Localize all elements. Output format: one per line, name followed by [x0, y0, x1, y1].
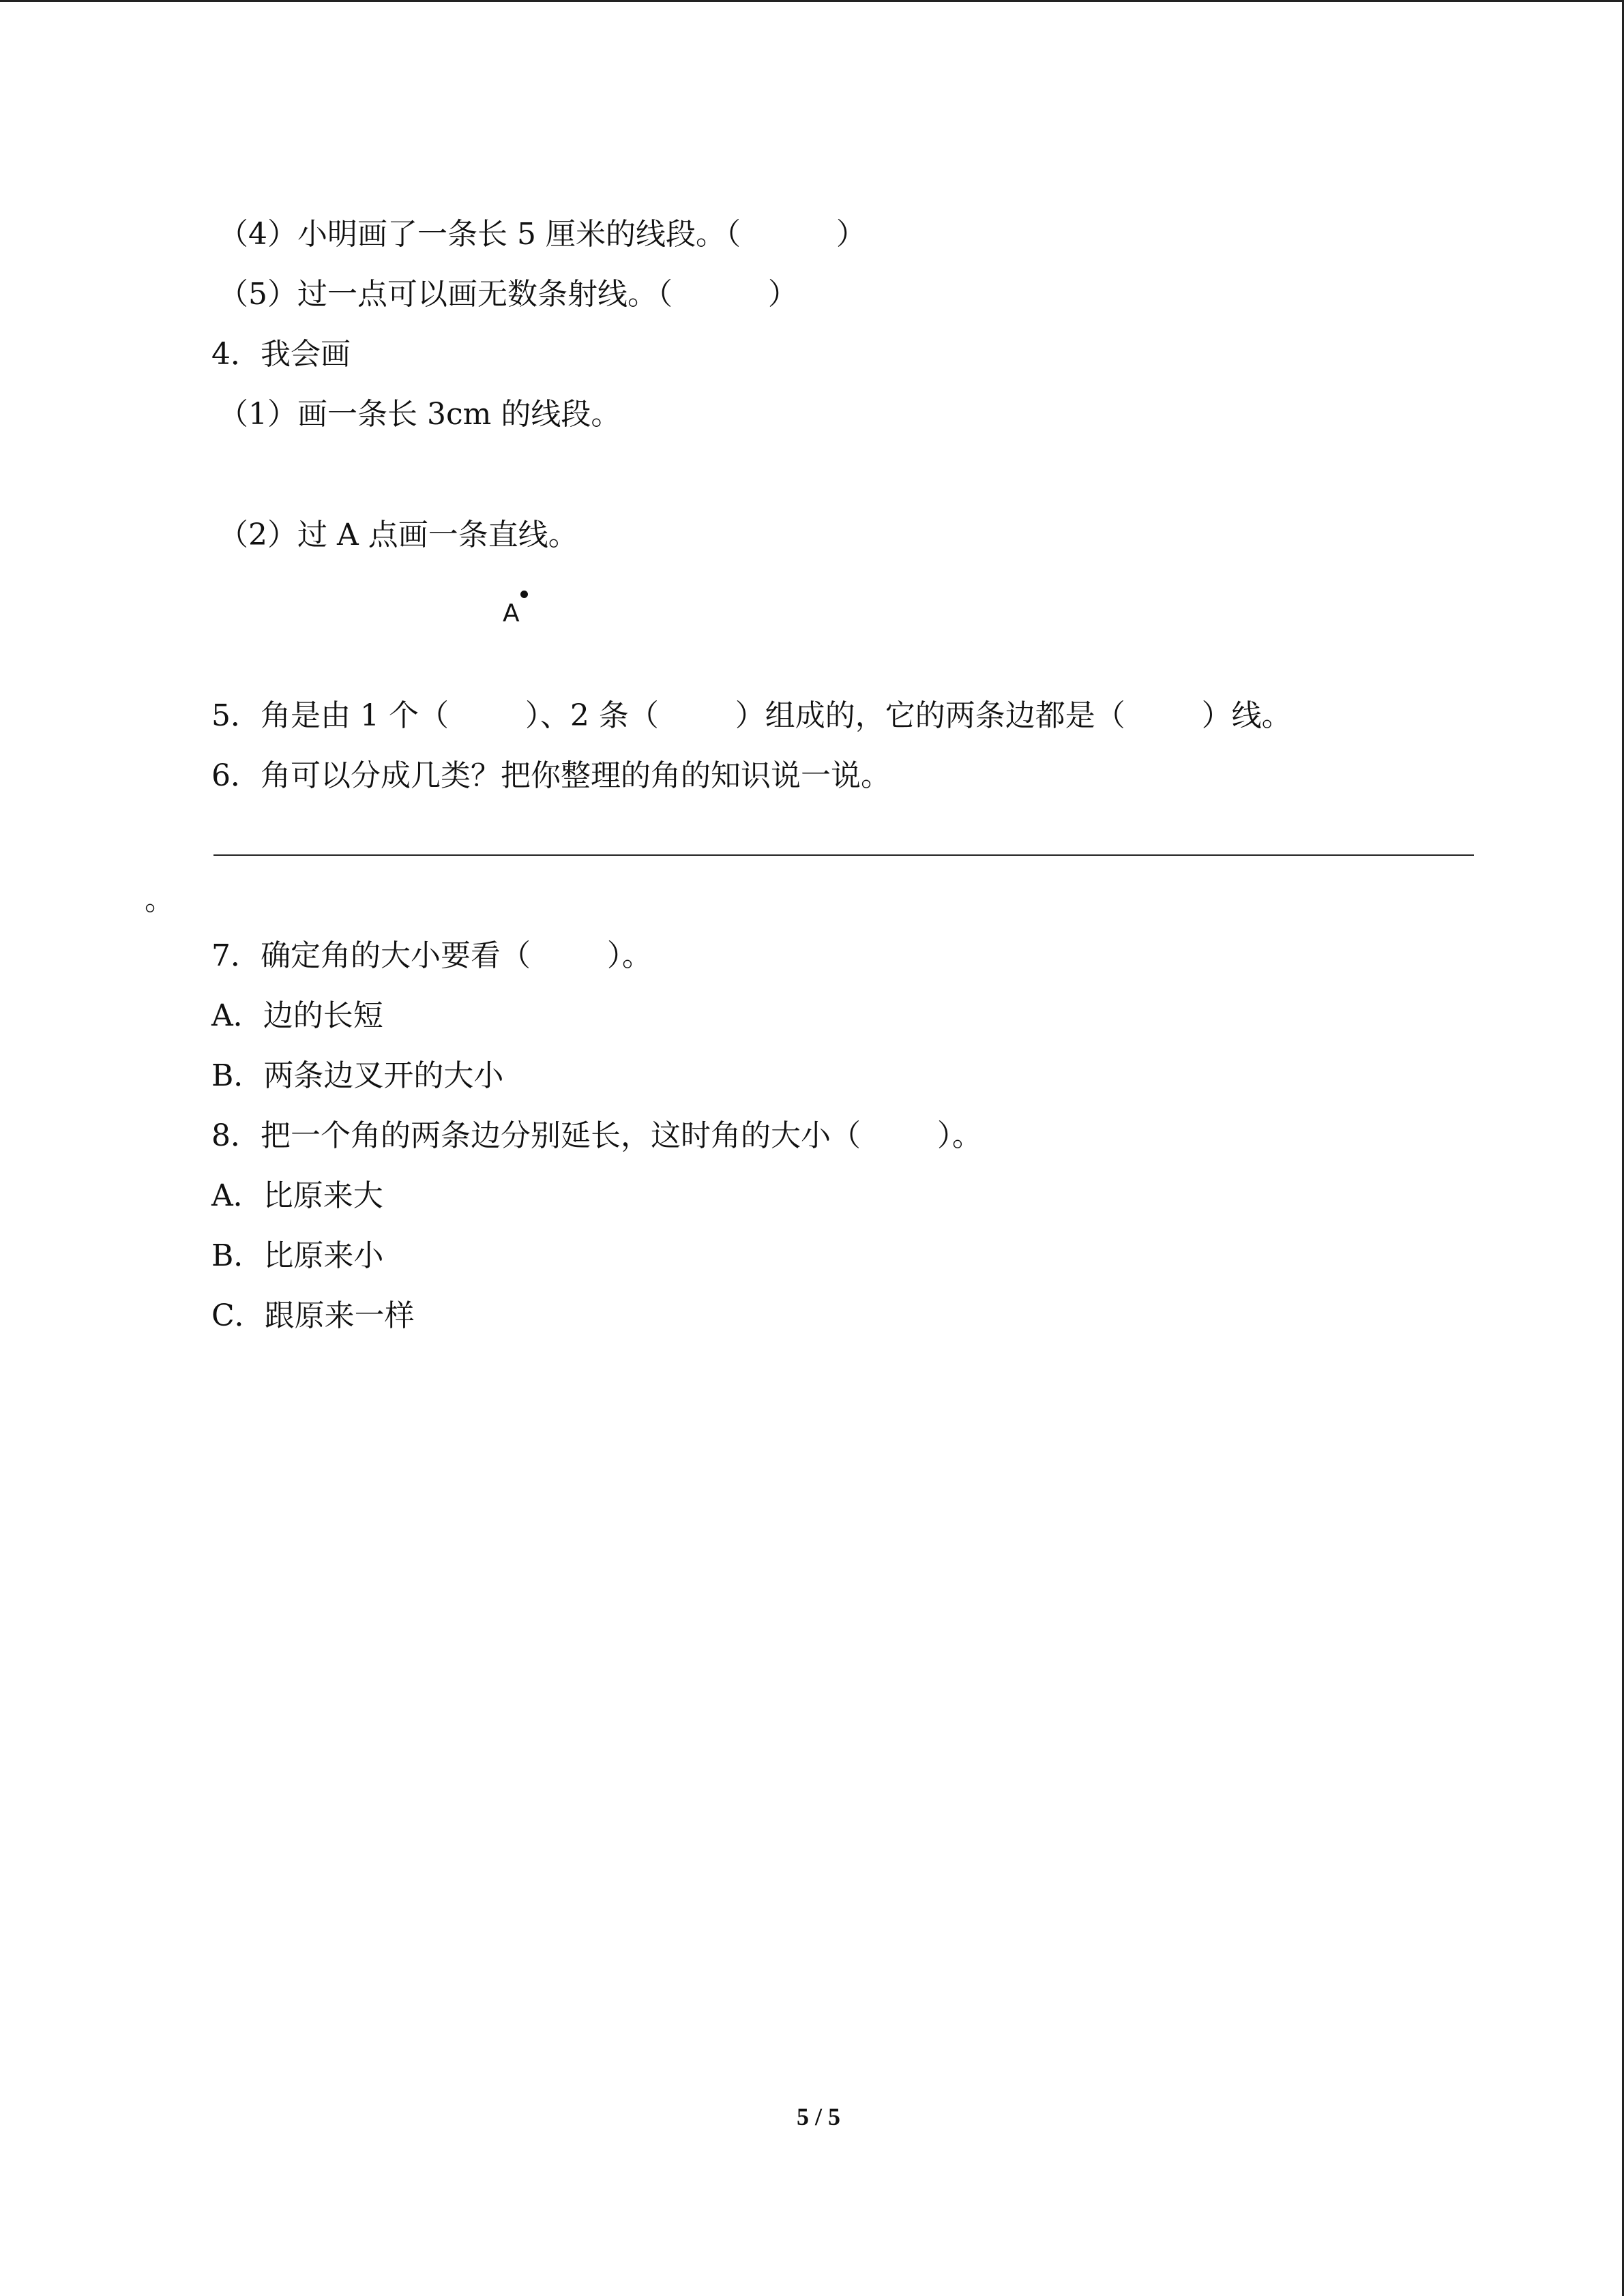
- question-7: 7．确定角的大小要看（ ）。: [211, 938, 652, 973]
- question-6-end-mark: 。: [145, 882, 175, 917]
- question-3-5: （5）过一点可以画无数条射线。（ ）: [218, 277, 798, 312]
- question-4-heading: 4．我会画: [211, 337, 351, 372]
- answer-line: [213, 854, 1474, 856]
- question-3-4: （4）小明画了一条长 5 厘米的线段。（ ）: [218, 217, 866, 252]
- question-8-option-b: B．比原来小: [211, 1238, 384, 1273]
- point-a-dot: [520, 591, 528, 598]
- page-border-top: [0, 0, 1624, 2]
- question-8: 8．把一个角的两条边分别延长，这时角的大小（ ）。: [211, 1118, 982, 1153]
- page-number: 5 / 5: [796, 2103, 840, 2130]
- question-8-option-a: A．比原来大: [211, 1178, 383, 1213]
- question-6: 6．角可以分成几类？把你整理的角的知识说一说。: [211, 758, 891, 793]
- point-a-label: A: [503, 599, 520, 627]
- question-5: 5．角是由 1 个（ ）、2 条（ ）组成的，它的两条边都是（ ）线。: [211, 698, 1292, 733]
- question-7-option-b: B．两条边叉开的大小: [211, 1058, 504, 1093]
- question-7-option-a: A．边的长短: [211, 998, 383, 1033]
- question-4-2: （2）过 A 点画一条直线。: [218, 518, 578, 552]
- question-8-option-c: C．跟原来一样: [211, 1298, 415, 1333]
- question-4-1: （1）画一条长 3cm 的线段。: [218, 397, 621, 432]
